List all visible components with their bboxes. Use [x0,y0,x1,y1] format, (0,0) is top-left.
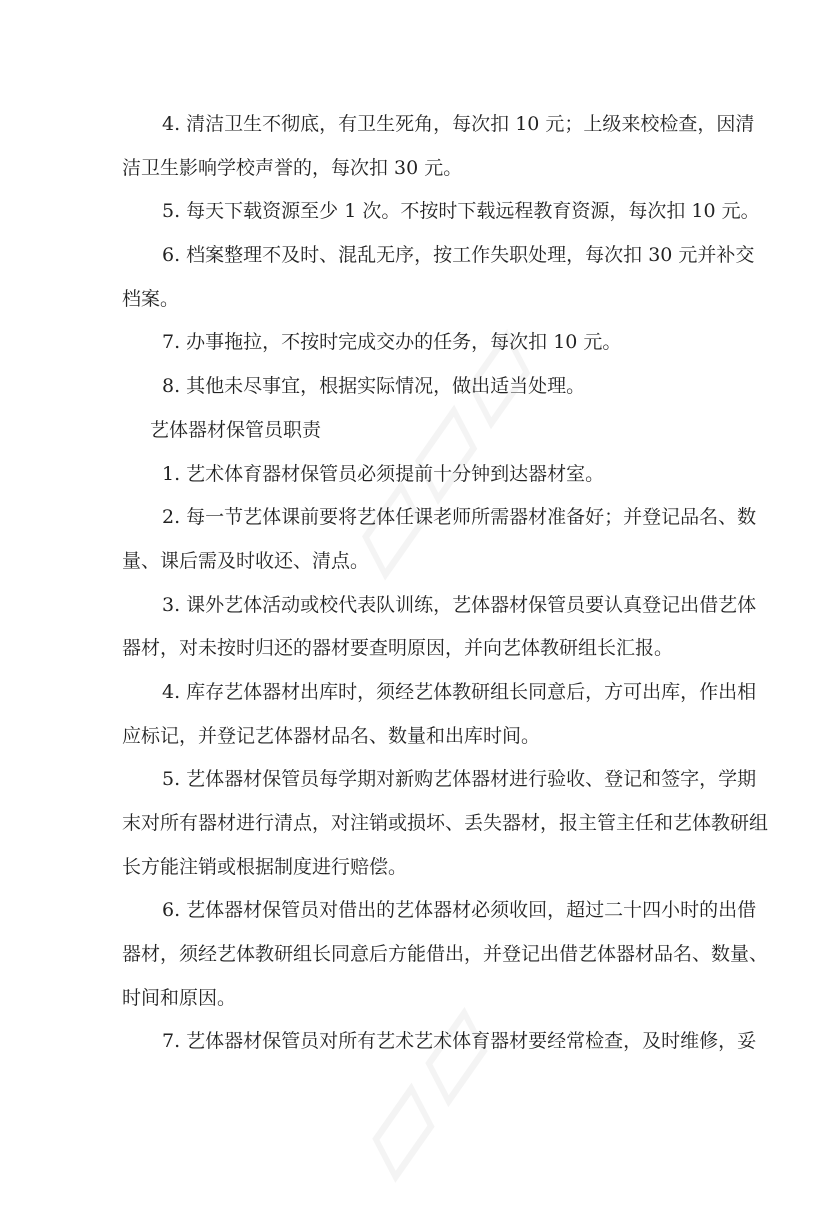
paragraph [0,234,830,321]
paragraph-line: 量、课后需及时收还、清点。 [122,549,370,572]
paragraph-line: 长方能注销或根据制度进行赔偿。 [122,855,408,878]
paragraph [0,584,830,671]
paragraph [0,190,830,234]
section-heading [0,409,830,453]
paragraph-line: 7. 艺体器材保管员对所有艺术艺术体育器材要经常检查，及时维修，妥 [162,1030,757,1053]
paragraph-line: 档案。 [122,287,180,310]
paragraph [0,321,830,365]
paragraph [0,365,830,409]
paragraph [0,496,830,583]
paragraph-line: 时间和原因。 [122,986,237,1009]
heading-text: 艺体器材保管员职责 [150,418,322,441]
document-page [0,103,830,1064]
paragraph-line: 8. 其他未尽事宜，根据实际情况，做出适当处理。 [162,375,586,398]
paragraph-line: 3. 课外艺体活动或校代表队训练，艺体器材保管员要认真登记出借艺体 [162,593,757,616]
paragraph [0,1020,830,1064]
paragraph-line: 器材，对未按时归还的器材要查明原因，并向艺体教研组长汇报。 [122,637,674,660]
paragraph-line: 6. 艺体器材保管员对借出的艺体器材必须收回，超过二十四小时的出借 [162,899,757,922]
paragraph [0,453,830,497]
paragraph-line: 5. 每天下载资源至少 1 次。不按时下载远程教育资源，每次扣 10 元。 [162,200,760,223]
paragraph-line: 1. 艺术体育器材保管员必须提前十分钟到达器材室。 [162,462,605,485]
paragraph [0,758,830,889]
paragraph-line: 6. 档案整理不及时、混乱无序，按工作失职处理，每次扣 30 元并补交 [162,244,755,267]
paragraph-line: 应标记，并登记艺体器材品名、数量和出库时间。 [122,724,541,747]
paragraph [0,103,830,190]
paragraph-line: 末对所有器材进行清点，对注销或损坏、丢失器材，报主管主任和艺体教研组 [122,812,769,834]
paragraph-line: 4. 库存艺体器材出库时，须经艺体教研组长同意后，方可出库，作出相 [162,680,757,703]
paragraph-line: 5. 艺体器材保管员每学期对新购艺体器材进行验收、登记和签字，学期 [162,768,757,791]
paragraph [0,671,830,758]
paragraph-line: 2. 每一节艺体课前要将艺体任课老师所需器材准备好；并登记品名、数 [162,506,757,529]
paragraph-line: 4. 清洁卫生不彻底，有卫生死角，每次扣 10 元；上级来校检查，因清 [162,113,755,135]
paragraph-line: 洁卫生影响学校声誉的，每次扣 30 元。 [122,156,463,179]
paragraph [0,889,830,1020]
paragraph-line: 7. 办事拖拉，不按时完成交办的任务，每次扣 10 元。 [162,331,622,354]
paragraph-line: 器材，须经艺体教研组长同意后方能借出，并登记出借艺体器材品名、数量、 [122,943,769,966]
